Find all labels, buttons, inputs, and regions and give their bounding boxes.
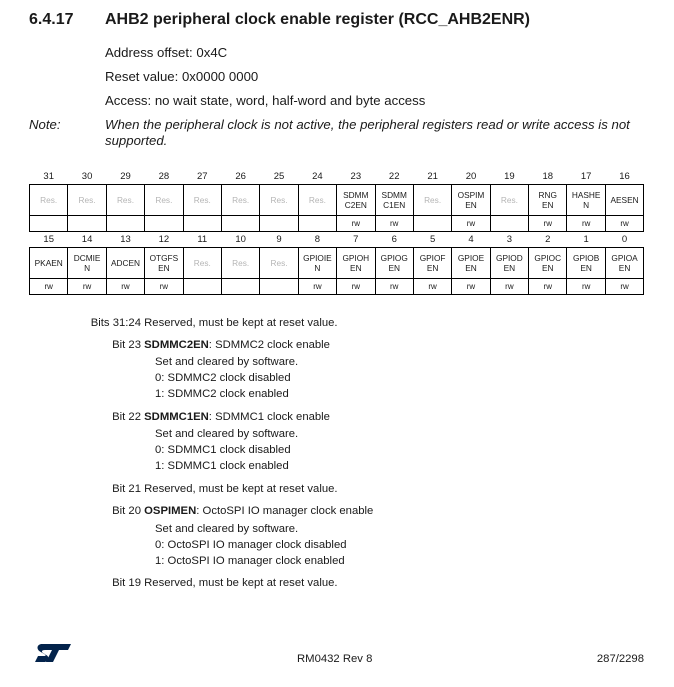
access-cell: rw <box>298 279 336 295</box>
bit-number: 21 <box>427 170 438 182</box>
reserved-field <box>260 185 298 216</box>
reserved-field <box>106 185 144 216</box>
access-cell: rw <box>337 279 375 295</box>
field-label-cont: EN <box>465 200 477 210</box>
bit-number: 10 <box>235 233 246 245</box>
section-title: AHB2 peripheral clock enable register (RCC_AHB2ENR) <box>105 11 531 28</box>
field-label: PKAEN <box>34 258 63 268</box>
access-cell: rw <box>145 279 183 295</box>
field-label: RNG <box>538 190 557 200</box>
field-label-cont: N <box>84 263 91 273</box>
access-cell: rw <box>413 279 451 295</box>
access-cell: rw <box>567 279 605 295</box>
field-title: : SDMMC2 clock enable <box>208 339 330 351</box>
access-cell: rw <box>490 279 528 295</box>
field-label: ADCEN <box>110 258 140 268</box>
access-cell <box>490 216 528 232</box>
field-label: HASHE <box>571 190 601 200</box>
field-label-cont: C1EN <box>383 200 406 210</box>
field-label: Res. <box>78 195 96 205</box>
bit-number: 20 <box>465 170 477 182</box>
field-label: SDMM <box>343 190 369 200</box>
bit-number: 8 <box>314 233 321 245</box>
access-cell: rw <box>529 216 567 232</box>
bit-label: Bit 19 <box>112 577 141 589</box>
field-label-cont: EN <box>158 263 170 273</box>
register-field <box>30 248 68 279</box>
field-label: Res. <box>232 258 250 268</box>
desc-bit-19 <box>83 576 338 590</box>
reserved-field <box>183 185 221 216</box>
bit-number: 7 <box>353 233 359 245</box>
register-field <box>567 248 605 279</box>
access-cell <box>221 216 259 232</box>
section-heading <box>29 11 530 29</box>
access-cell <box>221 279 259 295</box>
bit-number: 18 <box>542 170 554 182</box>
reserved-field <box>221 248 259 279</box>
desc-bit-22 <box>83 410 330 424</box>
address-offset: Address offset: 0x4C <box>105 45 228 60</box>
access-cell <box>106 216 144 232</box>
desc-bit-20 <box>83 504 373 518</box>
bit-number: 9 <box>276 233 282 245</box>
field-label-cont: EN <box>618 263 631 273</box>
field-label-cont: EN <box>426 263 439 273</box>
field-label: GPIOC <box>534 253 562 263</box>
desc-line: 0: OctoSPI IO manager clock disabled <box>155 539 347 551</box>
field-label: OSPIM <box>457 190 485 200</box>
access-cell <box>298 216 336 232</box>
bit-number: 31 <box>43 170 54 182</box>
reset-value: Reset value: 0x0000 0000 <box>105 69 259 84</box>
access-cell: rw <box>452 279 490 295</box>
desc-line: 1: OctoSPI IO manager clock enabled <box>155 555 345 567</box>
reserved-field <box>183 248 221 279</box>
bit-number: 0 <box>621 233 628 245</box>
register-field <box>605 248 643 279</box>
note-label: Note: <box>29 117 61 132</box>
bit-number: 24 <box>312 170 323 182</box>
field-label: Res. <box>193 195 211 205</box>
bit-text: Reserved, must be kept at reset value. <box>144 577 338 589</box>
field-label: GPIOE <box>457 253 485 263</box>
desc-bit-21 <box>83 482 338 496</box>
field-label: Res. <box>424 195 442 205</box>
field-label-cont: EN <box>465 263 477 273</box>
reserved-field <box>145 185 183 216</box>
access-cell <box>413 216 451 232</box>
register-field <box>529 185 567 216</box>
register-field <box>490 248 528 279</box>
desc-line: Set and cleared by software. <box>155 356 299 368</box>
field-label: Res. <box>308 195 326 205</box>
field-label-cont: EN <box>542 263 554 273</box>
register-field <box>375 248 413 279</box>
desc-bits-31-24 <box>83 316 338 330</box>
register-field <box>529 248 567 279</box>
reserved-field <box>260 248 298 279</box>
register-field <box>145 248 183 279</box>
bit-label: Bit 20 <box>112 505 141 517</box>
field-label: GPIOB <box>573 253 600 263</box>
reserved-field <box>298 185 336 216</box>
access-cell: rw <box>567 216 605 232</box>
bit-number: 26 <box>235 170 246 182</box>
field-name: SDMMC2EN <box>144 339 209 351</box>
register-table-upper <box>29 168 644 232</box>
field-label: Res. <box>116 195 134 205</box>
bit-text: Reserved, must be kept at reset value. <box>144 483 338 495</box>
field-label: GPIOIE <box>303 253 332 263</box>
bit-number: 30 <box>81 170 93 182</box>
bit-label: Bits 31:24 <box>90 317 141 329</box>
field-label: OTGFS <box>149 253 179 263</box>
bit-number: 23 <box>350 170 362 182</box>
access-cell: rw <box>337 216 375 232</box>
register-field <box>605 185 643 216</box>
field-label: Res. <box>232 195 250 205</box>
reserved-field <box>30 185 68 216</box>
bit-number: 1 <box>583 233 589 245</box>
bit-number: 13 <box>120 233 131 245</box>
field-label: Res. <box>40 195 58 205</box>
field-label-cont: EN <box>503 263 516 273</box>
bit-label: Bit 21 <box>112 483 141 495</box>
desc-line: 1: SDMMC2 clock enabled <box>155 388 289 400</box>
desc-line: 0: SDMMC2 clock disabled <box>155 372 291 384</box>
field-title: : OctoSPI IO manager clock enable <box>196 505 374 517</box>
register-field <box>452 248 490 279</box>
bit-number: 28 <box>158 170 170 182</box>
doc-reference: RM0432 Rev 8 <box>297 653 373 665</box>
field-label: Res. <box>270 258 288 268</box>
bit-number: 14 <box>81 233 93 245</box>
register-field <box>413 248 451 279</box>
access-cell: rw <box>605 279 643 295</box>
desc-line: Set and cleared by software. <box>155 523 299 535</box>
access-cell <box>260 279 298 295</box>
access-info: Access: no wait state, word, half-word and byte access <box>105 93 426 108</box>
reserved-field <box>490 185 528 216</box>
field-name: SDMMC1EN <box>144 411 209 423</box>
st-logo-icon <box>33 642 73 664</box>
field-label-cont: EN <box>350 263 362 273</box>
access-cell: rw <box>375 216 413 232</box>
access-cell <box>68 216 106 232</box>
register-field <box>298 248 336 279</box>
register-field <box>106 248 144 279</box>
bit-number: 25 <box>273 170 285 182</box>
bit-number: 2 <box>545 233 551 245</box>
bit-number: 15 <box>43 233 54 245</box>
field-label: SDMM <box>381 190 407 200</box>
access-cell: rw <box>30 279 68 295</box>
field-label-cont: N <box>314 263 321 273</box>
field-label-cont: EN <box>580 263 592 273</box>
access-cell <box>30 216 68 232</box>
desc-line: 1: SDMMC1 clock enabled <box>155 460 289 472</box>
register-field <box>68 248 106 279</box>
field-label: Res. <box>193 258 211 268</box>
field-label-cont: EN <box>388 263 400 273</box>
bit-number: 5 <box>429 233 436 245</box>
bit-number: 22 <box>388 170 400 182</box>
reserved-field <box>221 185 259 216</box>
field-label: GPIOF <box>419 253 446 263</box>
register-field <box>375 185 413 216</box>
register-field <box>567 185 605 216</box>
field-label-cont: C2EN <box>344 200 367 210</box>
bit-label: Bit 22 <box>112 411 141 423</box>
desc-line: 0: SDMMC1 clock disabled <box>155 444 291 456</box>
bit-number: 11 <box>197 233 208 245</box>
field-label: Res. <box>270 195 288 205</box>
bit-number: 6 <box>391 233 397 245</box>
field-name: OSPIMEN <box>144 505 197 517</box>
bit-number: 3 <box>506 233 513 245</box>
access-cell <box>145 216 183 232</box>
field-label: GPIOG <box>380 253 408 263</box>
bit-text: Reserved, must be kept at reset value. <box>144 317 338 329</box>
access-cell: rw <box>452 216 490 232</box>
bit-number: 16 <box>619 170 630 182</box>
section-number: 6.4.17 <box>29 11 74 28</box>
access-cell: rw <box>529 279 567 295</box>
access-cell: rw <box>68 279 106 295</box>
access-cell: rw <box>106 279 144 295</box>
register-table-lower <box>29 231 644 295</box>
note-text: When the peripheral clock is not active, the peripheral registers read or write access is not supported. <box>105 117 630 148</box>
bit-label: Bit 23 <box>112 339 141 351</box>
field-label: GPIOH <box>342 253 370 263</box>
bit-number: 4 <box>468 233 474 245</box>
register-field <box>452 185 490 216</box>
register-field <box>337 185 375 216</box>
field-title: : SDMMC1 clock enable <box>208 411 330 423</box>
register-field <box>337 248 375 279</box>
bit-number: 19 <box>504 170 515 182</box>
access-cell <box>183 216 221 232</box>
field-label: GPIOD <box>496 253 523 263</box>
field-label-cont: EN <box>542 200 554 210</box>
field-label: DCMIE <box>73 253 101 263</box>
reserved-field <box>413 185 451 216</box>
bit-number: 17 <box>580 170 592 182</box>
field-label: Res. <box>500 195 518 205</box>
page-number: 287/2298 <box>596 653 644 665</box>
reserved-field <box>68 185 106 216</box>
field-label: AESEN <box>610 195 639 205</box>
access-cell <box>260 216 298 232</box>
field-label: GPIOA <box>611 253 638 263</box>
access-cell: rw <box>605 216 643 232</box>
bit-number: 27 <box>196 170 208 182</box>
bit-number: 29 <box>120 170 131 182</box>
desc-bit-23 <box>83 338 330 352</box>
field-label-cont: N <box>583 200 590 210</box>
access-cell <box>183 279 221 295</box>
bit-number: 12 <box>158 233 170 245</box>
access-cell: rw <box>375 279 413 295</box>
field-label: Res. <box>155 195 173 205</box>
desc-line: Set and cleared by software. <box>155 428 299 440</box>
